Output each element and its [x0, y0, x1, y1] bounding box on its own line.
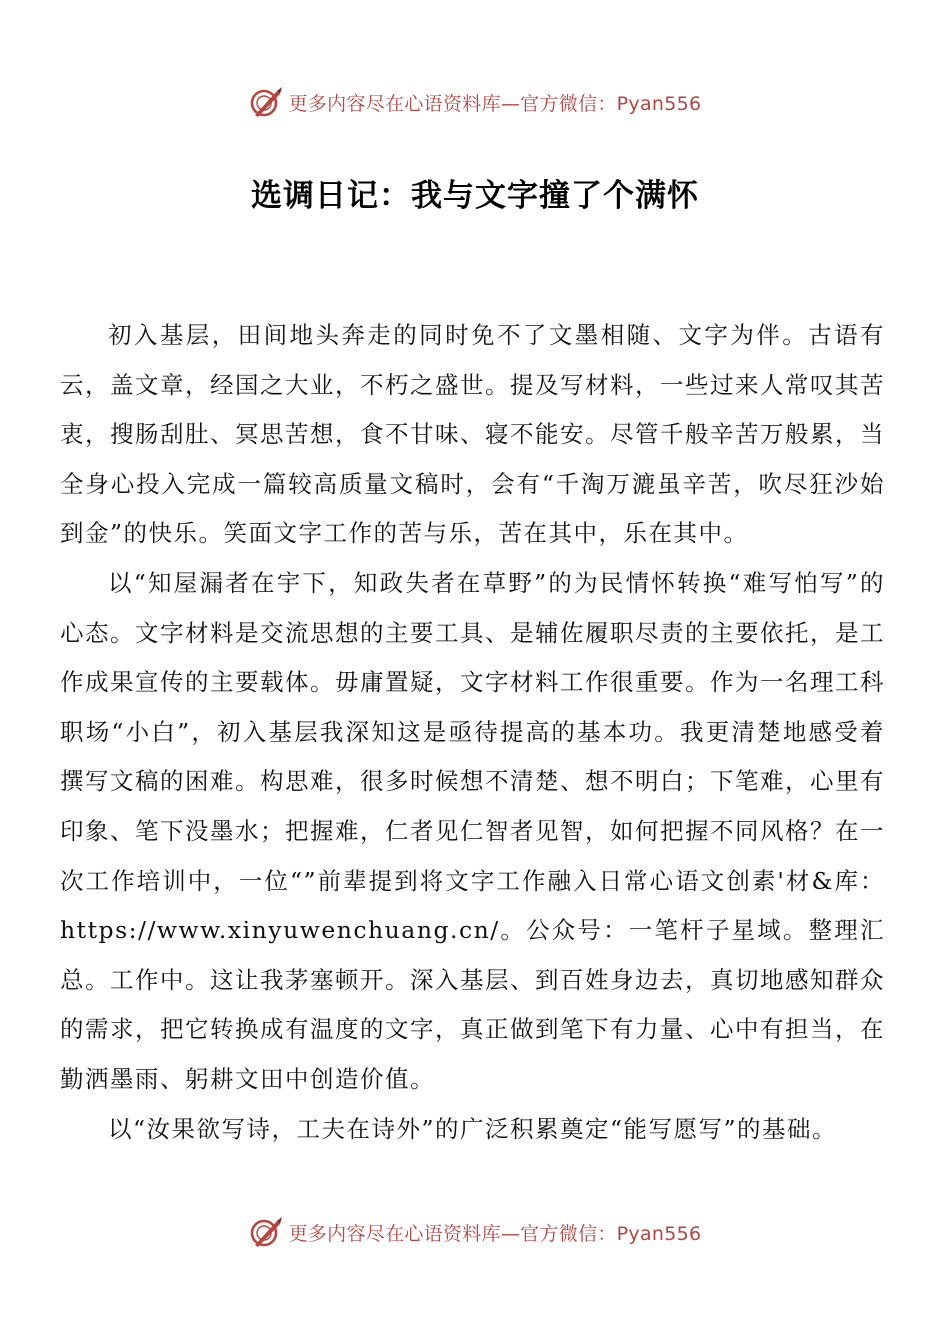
paragraph-3: 以“汝果欲写诗，工夫在诗外”的广泛积累奠定“能写愿写”的基础。 — [108, 1114, 838, 1143]
document-body — [60, 311, 885, 1154]
header-banner-text: 更多内容尽在心语资料库—官方微信：Pyan556 — [288, 92, 702, 115]
paragraph-2: 以“知屋漏者在宇下，知政失者在草野”的为民情怀转换“难写怕写”的心态。文字材料是交流思想的主要工具、是辅佐履职尽责的主要依托，是工作成果宣传的主要载体。毋庸置疑，文字材料工作很重要。作为一名理工科职场“小白”，初入基层我深知这是亟待提高的基本功。我更清楚地感受着撰写文稿的困难。构思难，很多时候想不清楚、想不明白；下笔难，心里有印象、笔下没墨水；把握难，仁者见仁智者见智，如何把握不同风格？在一次工作培训中，一位“”前辈提到将文字工作融入日常心语文创素'材&库：https://www.xinyuwenchuang.cn/。公众号：一笔杆子星域。整理汇总。工作中。这让我茅塞顿开。深入基层、到百姓身边去，真切地感知群众的需求，把它转换成有温度的文字，真正做到笔下有力量、心中有担当，在勤洒墨雨、躬耕文田中创造价值。 — [60, 568, 885, 1093]
pen-nib-circle-logo-icon — [249, 1215, 283, 1249]
document-title: 选调日记：我与文字撞了个满怀 — [251, 178, 699, 214]
footer-banner — [0, 1212, 950, 1252]
footer-banner-text: 更多内容尽在心语资料库—官方微信：Pyan556 — [288, 1222, 702, 1245]
header-banner — [0, 82, 950, 122]
paragraph-1: 初入基层，田间地头奔走的同时免不了文墨相随、文字为伴。古语有云，盖文章，经国之大业，不朽之盛世。提及写材料，一些过来人常叹其苦衷，搜肠刮肚、冥思苦想，食不甘味、寝不能安。尽管千般辛苦万般累，当全身心投入完成一篇较高质量文稿时，会有“千淘万漉虽辛苦，吹尽狂沙始到金”的快乐。笑面文字工作的苦与乐，苦在其中，乐在其中。 — [60, 321, 885, 548]
pen-nib-circle-logo-icon — [249, 85, 283, 119]
